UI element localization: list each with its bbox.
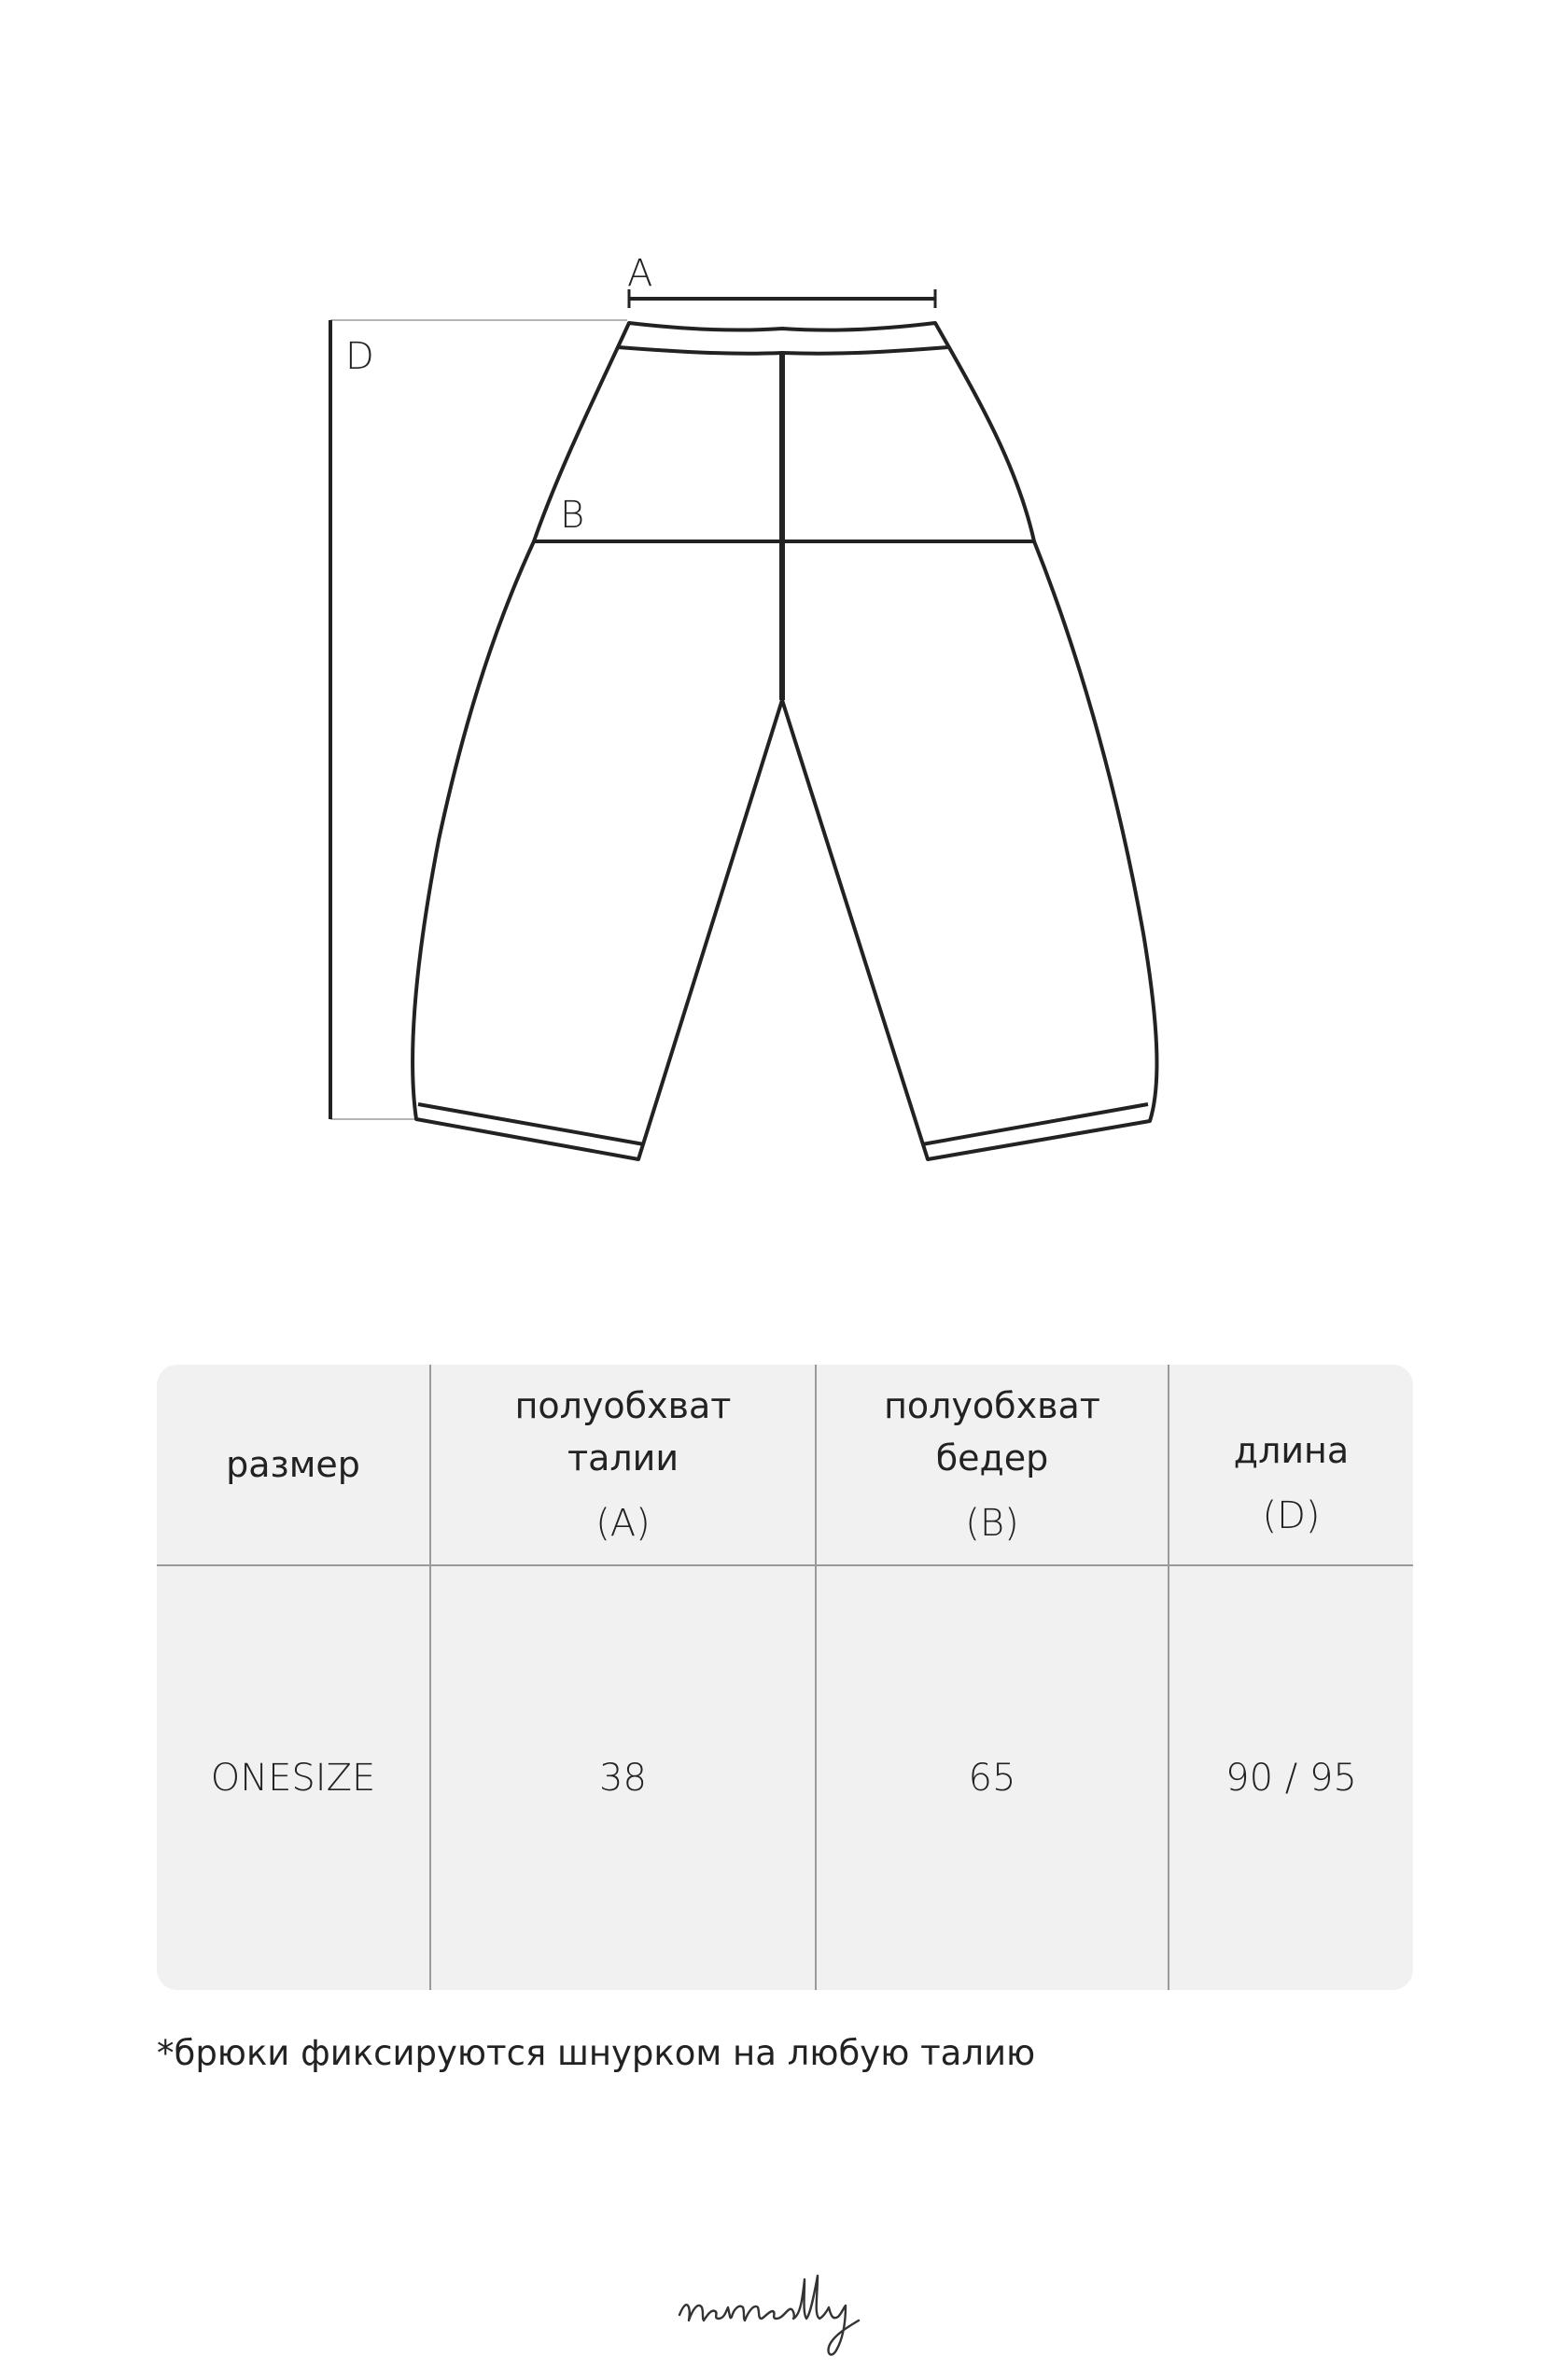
header-waist — [431, 1365, 815, 1564]
header-waist-line2: талии — [567, 1437, 679, 1479]
length-label: D — [345, 335, 374, 378]
header-waist-code: (A) — [595, 1502, 651, 1545]
header-waist-line1: полуобхват — [514, 1385, 732, 1426]
table-row-hips: 65 — [968, 1757, 1016, 1800]
header-hips-code: (B) — [965, 1502, 1019, 1545]
waist-label: A — [627, 252, 653, 295]
header-hips-line2: бедер — [935, 1437, 1049, 1479]
header-length-line1: длина — [1233, 1430, 1350, 1471]
header-length — [1169, 1365, 1413, 1564]
header-size-label: размер — [226, 1444, 360, 1485]
hips-label: B — [560, 494, 585, 537]
header-size — [157, 1365, 429, 1564]
brand-logo — [672, 2259, 896, 2362]
header-hips — [817, 1365, 1168, 1564]
table-row-waist: 38 — [599, 1757, 647, 1800]
brand-logo-signature — [672, 2259, 896, 2362]
header-hips-line1: полуобхват — [884, 1385, 1100, 1426]
table-row-size: ONESIZE — [210, 1757, 376, 1800]
header-length-code: (D) — [1262, 1494, 1321, 1537]
footnote: *брюки фиксируются шнурком на любую талию — [157, 2033, 1036, 2073]
table-row-length: 90 / 95 — [1225, 1757, 1357, 1800]
size-table — [157, 1365, 1413, 1990]
